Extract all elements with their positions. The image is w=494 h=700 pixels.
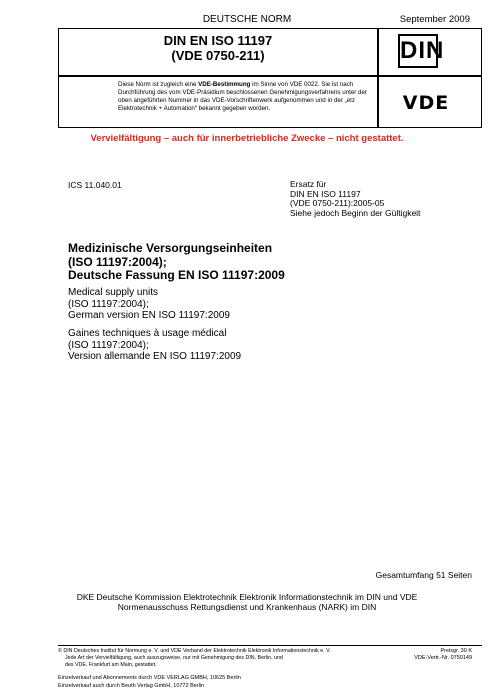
footer-divider (58, 645, 482, 646)
vde-notice-text: Diese Norm ist zugleich eine VDE-Bestimmung im Sinne von VDE 0022. Sie ist nach Durchführung des vom VDE-Präsidium beschlossenen Genehmigungsverfahrens unter der oben angeführten Nummer in das VDE-Vorschriftenwerk aufgenommen und in der „etz Elektrotechnik + Automation“ bekannt gegeben worden. (118, 81, 368, 112)
page-count: Gesamtumfang 51 Seiten (375, 570, 472, 580)
header-date: September 2009 (399, 14, 470, 25)
replacement-info: Ersatz für DIN EN ISO 11197 (VDE 0750-211):2005-05 Siehe jedoch Beginn der Gültigkeit (290, 179, 421, 218)
header-norm-type: DEUTSCHE NORM (202, 14, 292, 25)
price-info: Preisgr. 30 K VDE-Vertr.-Nr. 0750149 (414, 648, 472, 661)
reproduction-notice: Vervielfältigung – auch für innerbetriebliche Zwecke – nicht gestattet. (90, 133, 404, 144)
title-french: Gaines techniques à usage médical (ISO 11197:2004); Version allemande EN ISO 11197:2009 (68, 328, 242, 362)
main-title-german: Medizinische Versorgungseinheiten (ISO 11197:2004); Deutsche Fassung EN ISO 11197:2009 (68, 241, 285, 282)
committee-info: DKE Deutsche Kommission Elektrotechnik Elektronik Informationstechnik im DIN und VDE Normenausschuss Rettungsdienst und Krankenhaus (NARK) im DIN (76, 592, 418, 612)
vde-logo: VDE (402, 92, 450, 114)
copyright-notice: © DIN Deutsches Institut für Normung e. V. und VDE Verband der Elektrotechnik Elektronik Informationstechnik e. V. Jede Art der Vervielfältigung, auch auszugsweise, nur mit Genehmigung des DIN, Berlin, und des VDE, Frankfurt am Main, gestattet. (58, 648, 331, 668)
ics-code: ICS 11.040.01 (68, 180, 122, 190)
din-logo: DIN (398, 34, 438, 68)
title-english: Medical supply units (ISO 11197:2004); German version EN ISO 11197:2009 (68, 287, 230, 321)
vde-classification: (VDE 0750-211) (171, 48, 265, 63)
document-number: DIN EN ISO 11197 (163, 33, 273, 48)
sales-info: Einzelverkauf und Abonnements durch VDE VERLAG GMBH, 10625 Berlin Einzelverkauf auch durch Beuth Verlag GmbH, 10772 Berlin (58, 675, 241, 689)
